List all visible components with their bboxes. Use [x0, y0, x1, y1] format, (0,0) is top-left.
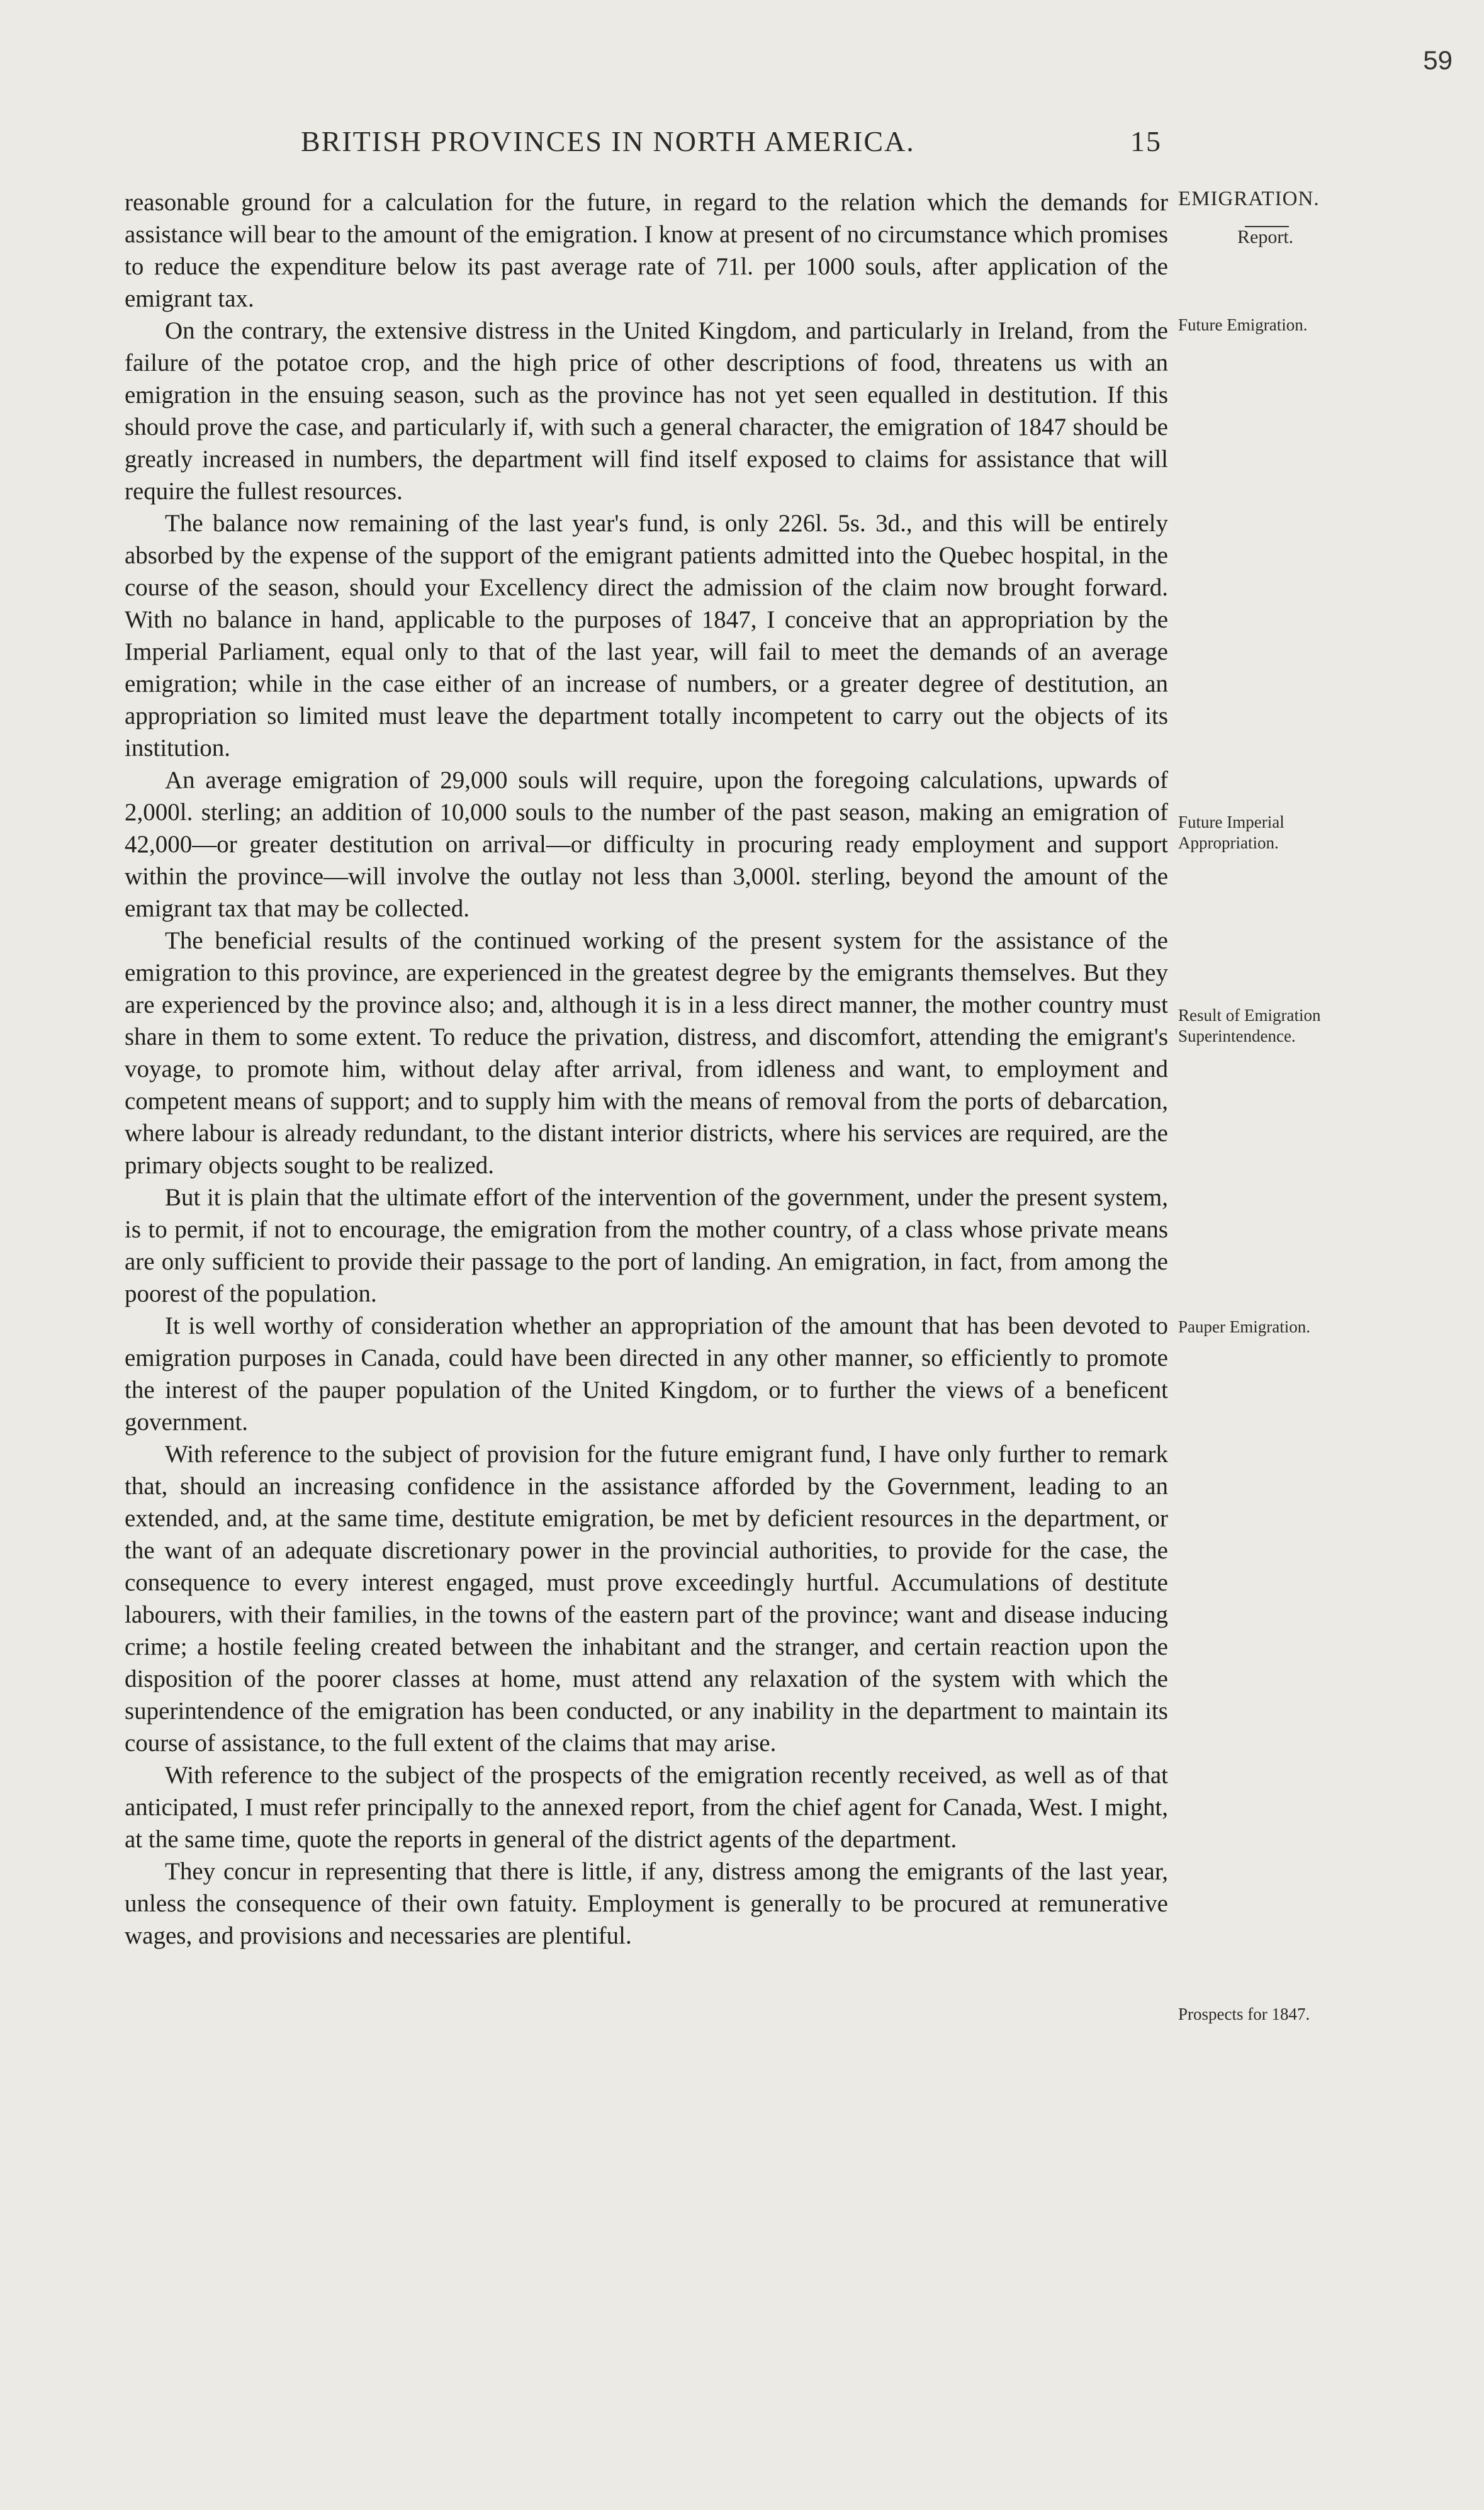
paragraph-6: But it is plain that the ultimate effort of the intervention of the government, under the present system, is to permit, if not to encourage, the emigration from the mother country, of a class whose private means are only sufficient to provide their passage to the port of landing. An emigration, in fact, from among the poorest of the population.	[125, 1184, 1168, 1307]
running-head-page-number: 15	[1130, 125, 1162, 157]
running-head-title: BRITISH PROVINCES IN NORTH AMERICA.	[301, 125, 915, 157]
paragraph-1: reasonable ground for a calculation for the future, in regard to the relation which the demands for assistance will bear to the amount of the emigration. I know at present of no circumstance which promises to reduce the expenditure below its past average rate of 71l. per 1000 souls, after application of the emigrant tax.	[125, 189, 1168, 312]
margin-note-prospects-1847: Prospects for 1847.	[1178, 2005, 1310, 2023]
paragraph-3: The balance now remaining of the last year's fund, is only 226l. 5s. 3d., and this will be entirely absorbed by the expense of the support of the emigrant patients admitted into the Quebec hospital, in the course of the season, should your Excellency direct the admission of the claim now brought forward. With no balance in hand, applicable to the purposes of 1847, I conceive that an appropriation by the Imperial Parliament, equal only to that of the last year, will fail to meet the demands of an average emigration; while in the case either of an increase of numbers, or a greater degree of destitution, an appropriation so limited must leave the department totally incompetent to carry out the objects of its institution.	[125, 510, 1168, 762]
margin-note-emigration: EMIGRATION.	[1178, 188, 1320, 210]
outer-page-number: 59	[1423, 45, 1453, 75]
paragraph-9: With reference to the subject of the prospects of the emigration recently received, as well as of that anticipated, I must refer principally to the annexed report, from the chief agent for Canada, West. I might, at the same time, quote the reports in general of the district agents of the department.	[125, 1762, 1168, 1853]
margin-note-result-of-emigration: Result of Emigration Superintendence.	[1178, 1006, 1321, 1045]
margin-note-report: Report.	[1237, 227, 1294, 247]
paragraph-7: It is well worthy of consideration whether an appropriation of the amount that has been devoted to emigration purposes in Canada, could have been directed in any other manner, so efficiently to promote the interest of the pauper population of the United Kingdom, or to further the views of a beneficent government.	[125, 1312, 1168, 1436]
paragraph-5: The beneficial results of the continued working of the present system for the assistance of the emigration to this province, are experienced in the greatest degree by the emigrants themselves. But they are experienced by the province also; and, although it is in a less direct manner, the mother country must share in them to some extent. To reduce the privation, distress, and discomfort, attending the emigrant's voyage, to promote him, without delay after arrival, from idleness and want, to employment and competent means of support; and to supply him with the means of removal from the ports of debarcation, where labour is already redundant, to the distant interior districts, where his services are required, are the primary objects sought to be realized.	[125, 927, 1168, 1179]
paragraph-4: An average emigration of 29,000 souls will require, upon the foregoing calculations, upwards of 2,000l. sterling; an addition of 10,000 souls to the number of the past season, making an emigration of 42,000—or greater destitution on arrival—or difficulty in procuring ready employment and support within the province—will involve the outlay not less than 3,000l. sterling, beyond the amount of the emigrant tax that may be collected.	[125, 767, 1168, 922]
margin-note-pauper-emigration: Pauper Emigration.	[1178, 1317, 1310, 1336]
paragraph-8: With reference to the subject of provision for the future emigrant fund, I have only further to remark that, should an increasing confidence in the assistance afforded by the Government, leading to an extended, and, at the same time, destitute emigration, be met by deficient resources in the department, or the want of an adequate discretionary power in the provincial authorities, to provide for the case, the consequence to every interest engaged, must prove exceedingly hurtful. Accumulations of destitute labourers, with their families, in the towns of the eastern part of the province; want and disease inducing crime; a hostile feeling created between the inhabitant and the stranger, and certain reaction upon the disposition of the poorer classes at home, must attend any relaxation of the system with which the superintendence of the emigration has been conducted, or any inability in the department to maintain its course of assistance, to the full extent of the claims that may arise.	[125, 1441, 1168, 1757]
body-text	[125, 186, 1168, 1952]
margin-note-future-imperial-appropriation: Future Imperial Appropriation.	[1178, 813, 1284, 852]
paragraph-2: On the contrary, the extensive distress in the United Kingdom, and particularly in Ireland, from the failure of the potatoe crop, and the high price of other descriptions of food, threatens us with an emigration in the ensuing season, such as the province has not yet seen equalled in destitution. If this should prove the case, and particularly if, with such a general character, the emigration of 1847 should be greatly increased in numbers, the department will find itself exposed to claims for assistance that will require the fullest resources.	[125, 317, 1168, 505]
margin-note-future-emigration: Future Emigration.	[1178, 315, 1308, 334]
paragraph-10: They concur in representing that there is little, if any, distress among the emigrants of the last year, unless the consequence of their own fatuity. Employment is generally to be procured at remunerative wages, and provisions and necessaries are plentiful.	[125, 1858, 1168, 1949]
